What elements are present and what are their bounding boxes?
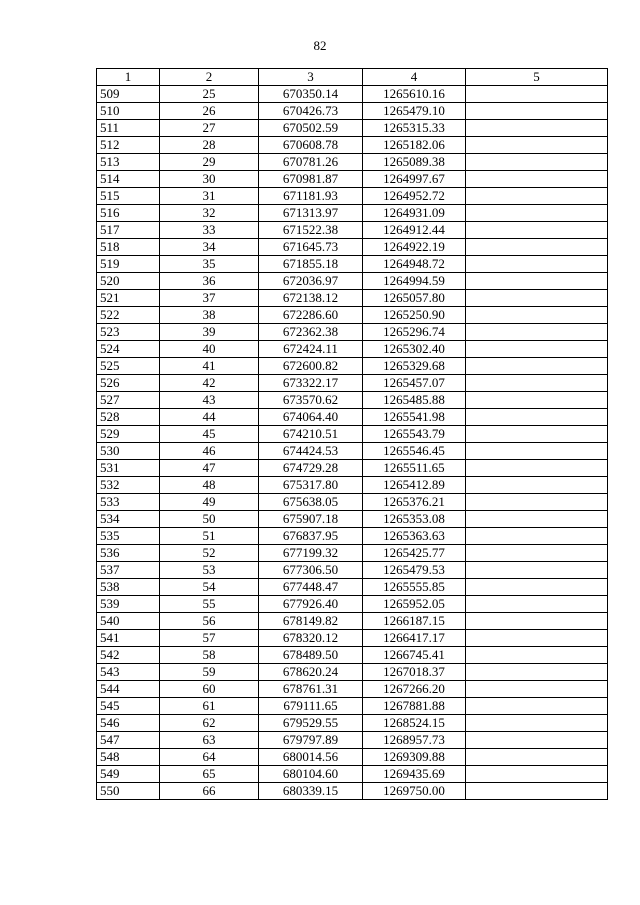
table-cell-col-1: 524 xyxy=(97,341,160,358)
table-row xyxy=(97,613,608,630)
table-cell-col-1: 544 xyxy=(97,681,160,698)
table-cell-col-5 xyxy=(466,647,608,664)
table-cell-col-2: 41 xyxy=(160,358,259,375)
table-row xyxy=(97,443,608,460)
table-cell-col-2: 56 xyxy=(160,613,259,630)
table-cell-col-4: 1265610.16 xyxy=(363,86,466,103)
table-cell-col-3: 670981.87 xyxy=(259,171,363,188)
table-cell-col-5 xyxy=(466,239,608,256)
table-row xyxy=(97,528,608,545)
table-row xyxy=(97,511,608,528)
table-cell-col-4: 1264994.59 xyxy=(363,273,466,290)
table-cell-col-2: 64 xyxy=(160,749,259,766)
table-cell-col-3: 680014.56 xyxy=(259,749,363,766)
table-cell-col-1: 517 xyxy=(97,222,160,239)
table-cell-col-2: 25 xyxy=(160,86,259,103)
table-cell-col-4: 1267018.37 xyxy=(363,664,466,681)
table-cell-col-2: 59 xyxy=(160,664,259,681)
table-cell-col-5 xyxy=(466,358,608,375)
table-cell-col-3: 674210.51 xyxy=(259,426,363,443)
table-cell-col-5 xyxy=(466,256,608,273)
table-cell-col-3: 670502.59 xyxy=(259,120,363,137)
table-cell-col-4: 1268524.15 xyxy=(363,715,466,732)
table-cell-col-2: 42 xyxy=(160,375,259,392)
table-cell-col-1: 509 xyxy=(97,86,160,103)
table-cell-col-1: 514 xyxy=(97,171,160,188)
table-cell-col-3: 671855.18 xyxy=(259,256,363,273)
table-cell-col-4: 1265485.88 xyxy=(363,392,466,409)
table-cell-col-5 xyxy=(466,715,608,732)
table-row xyxy=(97,205,608,222)
column-header-5: 5 xyxy=(466,69,608,86)
table-cell-col-1: 511 xyxy=(97,120,160,137)
table-row xyxy=(97,732,608,749)
table-cell-col-4: 1265353.08 xyxy=(363,511,466,528)
table-cell-col-1: 521 xyxy=(97,290,160,307)
table-row xyxy=(97,256,608,273)
table-row xyxy=(97,664,608,681)
table-cell-col-5 xyxy=(466,290,608,307)
table-cell-col-3: 672036.97 xyxy=(259,273,363,290)
table-cell-col-2: 48 xyxy=(160,477,259,494)
table-row xyxy=(97,154,608,171)
table-cell-col-3: 675638.05 xyxy=(259,494,363,511)
table-cell-col-5 xyxy=(466,766,608,783)
table-cell-col-2: 53 xyxy=(160,562,259,579)
table-cell-col-3: 674729.28 xyxy=(259,460,363,477)
table-cell-col-2: 65 xyxy=(160,766,259,783)
table-cell-col-1: 519 xyxy=(97,256,160,273)
table-cell-col-5 xyxy=(466,171,608,188)
table-cell-col-4: 1264931.09 xyxy=(363,205,466,222)
table-cell-col-4: 1265250.90 xyxy=(363,307,466,324)
table-cell-col-5 xyxy=(466,477,608,494)
table-cell-col-1: 545 xyxy=(97,698,160,715)
table-cell-col-1: 526 xyxy=(97,375,160,392)
table-cell-col-4: 1268957.73 xyxy=(363,732,466,749)
table-cell-col-3: 672424.11 xyxy=(259,341,363,358)
table-cell-col-3: 671645.73 xyxy=(259,239,363,256)
table-cell-col-1: 527 xyxy=(97,392,160,409)
table-cell-col-5 xyxy=(466,443,608,460)
table-row xyxy=(97,647,608,664)
table-cell-col-4: 1264952.72 xyxy=(363,188,466,205)
table-cell-col-5 xyxy=(466,409,608,426)
table-row xyxy=(97,783,608,800)
table-cell-col-2: 43 xyxy=(160,392,259,409)
table-cell-col-5 xyxy=(466,698,608,715)
table-row xyxy=(97,596,608,613)
table-row xyxy=(97,766,608,783)
table-cell-col-3: 678620.24 xyxy=(259,664,363,681)
table-cell-col-1: 543 xyxy=(97,664,160,681)
table-row xyxy=(97,630,608,647)
table-row xyxy=(97,715,608,732)
table-cell-col-4: 1267266.20 xyxy=(363,681,466,698)
table-cell-col-5 xyxy=(466,426,608,443)
table-cell-col-2: 54 xyxy=(160,579,259,596)
table-cell-col-5 xyxy=(466,341,608,358)
table-cell-col-5 xyxy=(466,392,608,409)
table-cell-col-2: 35 xyxy=(160,256,259,273)
table-cell-col-1: 520 xyxy=(97,273,160,290)
table-cell-col-2: 30 xyxy=(160,171,259,188)
table-cell-col-2: 57 xyxy=(160,630,259,647)
table-cell-col-4: 1265457.07 xyxy=(363,375,466,392)
table-row xyxy=(97,579,608,596)
table-cell-col-2: 28 xyxy=(160,137,259,154)
table-cell-col-3: 674424.53 xyxy=(259,443,363,460)
table-cell-col-4: 1265543.79 xyxy=(363,426,466,443)
table-cell-col-2: 60 xyxy=(160,681,259,698)
table-cell-col-5 xyxy=(466,783,608,800)
table-cell-col-2: 51 xyxy=(160,528,259,545)
table-cell-col-1: 525 xyxy=(97,358,160,375)
table-cell-col-5 xyxy=(466,545,608,562)
table-cell-col-2: 45 xyxy=(160,426,259,443)
table-cell-col-5 xyxy=(466,375,608,392)
table-row xyxy=(97,562,608,579)
table-cell-col-5 xyxy=(466,324,608,341)
table-cell-col-5 xyxy=(466,613,608,630)
table-cell-col-4: 1265546.45 xyxy=(363,443,466,460)
table-cell-col-5 xyxy=(466,579,608,596)
table-cell-col-1: 523 xyxy=(97,324,160,341)
coordinates-table xyxy=(96,68,608,800)
table-cell-col-2: 46 xyxy=(160,443,259,460)
table-cell-col-3: 680339.15 xyxy=(259,783,363,800)
table-cell-col-4: 1265376.21 xyxy=(363,494,466,511)
table-cell-col-1: 518 xyxy=(97,239,160,256)
table-cell-col-4: 1267881.88 xyxy=(363,698,466,715)
table-row xyxy=(97,137,608,154)
table-cell-col-3: 671522.38 xyxy=(259,222,363,239)
table-cell-col-1: 516 xyxy=(97,205,160,222)
table-cell-col-1: 534 xyxy=(97,511,160,528)
table-row xyxy=(97,120,608,137)
table-cell-col-3: 672138.12 xyxy=(259,290,363,307)
table-row xyxy=(97,307,608,324)
table-row xyxy=(97,749,608,766)
table-cell-col-2: 55 xyxy=(160,596,259,613)
table-cell-col-3: 679797.89 xyxy=(259,732,363,749)
table-cell-col-4: 1266417.17 xyxy=(363,630,466,647)
table-cell-col-2: 34 xyxy=(160,239,259,256)
table-cell-col-5 xyxy=(466,528,608,545)
table-cell-col-4: 1265057.80 xyxy=(363,290,466,307)
table-cell-col-3: 679529.55 xyxy=(259,715,363,732)
table-cell-col-4: 1265089.38 xyxy=(363,154,466,171)
table-cell-col-5 xyxy=(466,494,608,511)
table-row xyxy=(97,494,608,511)
table-cell-col-4: 1265363.63 xyxy=(363,528,466,545)
table-cell-col-3: 670426.73 xyxy=(259,103,363,120)
table-cell-col-3: 680104.60 xyxy=(259,766,363,783)
table-cell-col-2: 49 xyxy=(160,494,259,511)
table-cell-col-5 xyxy=(466,188,608,205)
table-cell-col-4: 1266187.15 xyxy=(363,613,466,630)
table-row xyxy=(97,698,608,715)
table-cell-col-1: 529 xyxy=(97,426,160,443)
table-cell-col-3: 677199.32 xyxy=(259,545,363,562)
table-cell-col-4: 1269309.88 xyxy=(363,749,466,766)
table-cell-col-2: 44 xyxy=(160,409,259,426)
table-cell-col-3: 675317.80 xyxy=(259,477,363,494)
table-cell-col-1: 513 xyxy=(97,154,160,171)
column-header-1: 1 xyxy=(97,69,160,86)
table-cell-col-3: 677448.47 xyxy=(259,579,363,596)
table-cell-col-2: 39 xyxy=(160,324,259,341)
table-cell-col-5 xyxy=(466,630,608,647)
table-cell-col-3: 673322.17 xyxy=(259,375,363,392)
table-row xyxy=(97,426,608,443)
table-cell-col-1: 541 xyxy=(97,630,160,647)
table-cell-col-3: 671313.97 xyxy=(259,205,363,222)
table-cell-col-3: 676837.95 xyxy=(259,528,363,545)
table-cell-col-5 xyxy=(466,596,608,613)
table-row xyxy=(97,222,608,239)
table-cell-col-5 xyxy=(466,103,608,120)
table-cell-col-3: 670608.78 xyxy=(259,137,363,154)
table-cell-col-1: 538 xyxy=(97,579,160,596)
table-cell-col-3: 671181.93 xyxy=(259,188,363,205)
table-cell-col-4: 1265952.05 xyxy=(363,596,466,613)
table-cell-col-4: 1265296.74 xyxy=(363,324,466,341)
table-cell-col-1: 542 xyxy=(97,647,160,664)
table-row xyxy=(97,171,608,188)
table-cell-col-5 xyxy=(466,307,608,324)
table-cell-col-4: 1265329.68 xyxy=(363,358,466,375)
table-cell-col-5 xyxy=(466,562,608,579)
table-cell-col-5 xyxy=(466,460,608,477)
table-row xyxy=(97,239,608,256)
table-cell-col-5 xyxy=(466,664,608,681)
table-cell-col-4: 1265315.33 xyxy=(363,120,466,137)
table-cell-col-5 xyxy=(466,222,608,239)
table-cell-col-3: 678489.50 xyxy=(259,647,363,664)
table-row xyxy=(97,681,608,698)
table-cell-col-4: 1265479.53 xyxy=(363,562,466,579)
table-cell-col-2: 62 xyxy=(160,715,259,732)
table-cell-col-1: 515 xyxy=(97,188,160,205)
table-cell-col-3: 673570.62 xyxy=(259,392,363,409)
table-cell-col-4: 1265479.10 xyxy=(363,103,466,120)
table-cell-col-3: 670350.14 xyxy=(259,86,363,103)
table-cell-col-4: 1265541.98 xyxy=(363,409,466,426)
table-row xyxy=(97,460,608,477)
table-cell-col-3: 672286.60 xyxy=(259,307,363,324)
table-cell-col-4: 1264997.67 xyxy=(363,171,466,188)
table-cell-col-4: 1265412.89 xyxy=(363,477,466,494)
table-cell-col-4: 1265302.40 xyxy=(363,341,466,358)
table-cell-col-1: 540 xyxy=(97,613,160,630)
table-cell-col-1: 536 xyxy=(97,545,160,562)
table-cell-col-3: 678320.12 xyxy=(259,630,363,647)
table-cell-col-4: 1265511.65 xyxy=(363,460,466,477)
table-cell-col-5 xyxy=(466,154,608,171)
table-cell-col-1: 537 xyxy=(97,562,160,579)
table-cell-col-4: 1264912.44 xyxy=(363,222,466,239)
table-cell-col-1: 530 xyxy=(97,443,160,460)
table-cell-col-5 xyxy=(466,681,608,698)
table-cell-col-2: 66 xyxy=(160,783,259,800)
table-cell-col-4: 1265182.06 xyxy=(363,137,466,154)
table-cell-col-2: 37 xyxy=(160,290,259,307)
table-cell-col-1: 531 xyxy=(97,460,160,477)
table-cell-col-2: 47 xyxy=(160,460,259,477)
table-cell-col-4: 1264948.72 xyxy=(363,256,466,273)
table-cell-col-3: 672362.38 xyxy=(259,324,363,341)
table-cell-col-5 xyxy=(466,511,608,528)
table-cell-col-3: 672600.82 xyxy=(259,358,363,375)
table-cell-col-5 xyxy=(466,749,608,766)
table-cell-col-5 xyxy=(466,86,608,103)
table-cell-col-3: 675907.18 xyxy=(259,511,363,528)
table-cell-col-1: 548 xyxy=(97,749,160,766)
table-cell-col-4: 1265555.85 xyxy=(363,579,466,596)
table-cell-col-1: 510 xyxy=(97,103,160,120)
table-cell-col-3: 678761.31 xyxy=(259,681,363,698)
table-cell-col-1: 547 xyxy=(97,732,160,749)
column-header-2: 2 xyxy=(160,69,259,86)
table-cell-col-1: 512 xyxy=(97,137,160,154)
table-row xyxy=(97,358,608,375)
table-cell-col-1: 532 xyxy=(97,477,160,494)
table-row xyxy=(97,86,608,103)
table-row xyxy=(97,188,608,205)
table-cell-col-2: 61 xyxy=(160,698,259,715)
table-cell-col-5 xyxy=(466,205,608,222)
table-cell-col-1: 528 xyxy=(97,409,160,426)
table-cell-col-4: 1266745.41 xyxy=(363,647,466,664)
table-cell-col-2: 63 xyxy=(160,732,259,749)
table-cell-col-2: 38 xyxy=(160,307,259,324)
table-cell-col-5 xyxy=(466,137,608,154)
table-cell-col-2: 32 xyxy=(160,205,259,222)
table-cell-col-3: 677926.40 xyxy=(259,596,363,613)
table-cell-col-2: 40 xyxy=(160,341,259,358)
column-header-4: 4 xyxy=(363,69,466,86)
table-cell-col-1: 533 xyxy=(97,494,160,511)
table-cell-col-1: 549 xyxy=(97,766,160,783)
table-cell-col-5 xyxy=(466,732,608,749)
table-cell-col-3: 679111.65 xyxy=(259,698,363,715)
table-cell-col-4: 1265425.77 xyxy=(363,545,466,562)
table-cell-col-4: 1269435.69 xyxy=(363,766,466,783)
table-cell-col-1: 522 xyxy=(97,307,160,324)
table-cell-col-3: 670781.26 xyxy=(259,154,363,171)
table-row xyxy=(97,290,608,307)
table-cell-col-1: 535 xyxy=(97,528,160,545)
table-cell-col-5 xyxy=(466,120,608,137)
table-cell-col-2: 36 xyxy=(160,273,259,290)
table-row xyxy=(97,341,608,358)
table-row xyxy=(97,545,608,562)
table-cell-col-5 xyxy=(466,273,608,290)
table-cell-col-1: 550 xyxy=(97,783,160,800)
table-cell-col-1: 539 xyxy=(97,596,160,613)
table-cell-col-4: 1264922.19 xyxy=(363,239,466,256)
table-cell-col-2: 27 xyxy=(160,120,259,137)
table-row xyxy=(97,375,608,392)
table-cell-col-2: 33 xyxy=(160,222,259,239)
column-header-3: 3 xyxy=(259,69,363,86)
table-row xyxy=(97,477,608,494)
page-number: 82 xyxy=(313,38,327,53)
table-cell-col-3: 674064.40 xyxy=(259,409,363,426)
table-cell-col-3: 677306.50 xyxy=(259,562,363,579)
table-cell-col-2: 26 xyxy=(160,103,259,120)
table-header-row xyxy=(97,69,608,86)
table-row xyxy=(97,273,608,290)
table-cell-col-1: 546 xyxy=(97,715,160,732)
table-row xyxy=(97,324,608,341)
table-cell-col-2: 50 xyxy=(160,511,259,528)
table-cell-col-2: 29 xyxy=(160,154,259,171)
table-cell-col-3: 678149.82 xyxy=(259,613,363,630)
table-row xyxy=(97,392,608,409)
table-cell-col-2: 52 xyxy=(160,545,259,562)
table-body xyxy=(97,86,608,800)
table-row xyxy=(97,103,608,120)
table-row xyxy=(97,409,608,426)
table-cell-col-2: 31 xyxy=(160,188,259,205)
table-cell-col-2: 58 xyxy=(160,647,259,664)
table-cell-col-4: 1269750.00 xyxy=(363,783,466,800)
